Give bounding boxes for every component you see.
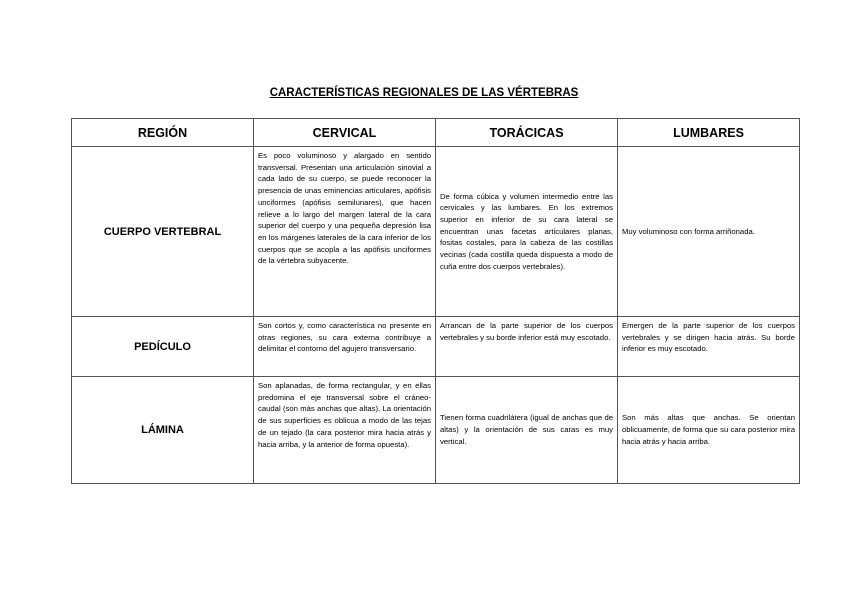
header-toracicas: TORÁCICAS [436,119,618,147]
lumbares-cell: Son más altas que anchas. Se orientan oblicuamente, de forma que su cara posterior mira hacia atrás y hacia arriba. [618,377,800,484]
lumbares-cell: Muy voluminoso con forma arriñonada. [618,147,800,317]
header-row [72,119,800,147]
table-row [72,317,800,377]
table-row [72,147,800,317]
region-cell: PEDÍCULO [72,317,254,377]
cervical-cell: Son aplanadas, de forma rectangular, y en ellas predomina el eje transversal sobre el cráneo-caudal (son más anchas que altas). La orientación de sus superficies es oblicua a modo de las tejas de un tejado (la cara posterior mira hacia atrás y hacia arriba, y la anterior de forma opuesta). [254,377,436,484]
region-cell: CUERPO VERTEBRAL [72,147,254,317]
header-cervical: CERVICAL [254,119,436,147]
page-title: CARACTERÍSTICAS REGIONALES DE LAS VÉRTEBRAS [269,87,579,99]
toracicas-cell: Tienen forma cuadrilátera (igual de anchas que de altas) y la orientación de sus caras es muy vertical. [436,377,618,484]
header-region: REGIÓN [72,119,254,147]
region-cell: LÁMINA [72,377,254,484]
cervical-cell: Es poco voluminoso y alargado en sentido transversal. Presentan una articulación sinovial a cada lado de su cuerpo, se puede reconocer la presencia de unas eminencias articulares, apófisis unciformes (apófisis semilunares), que hacen relieve a lo largo del margen lateral de la cara superior del cuerpo y una pequeña depresión lisa en los márgenes laterales de la cara inferior de los cuerpos que se acopla a las apófisis unciformes de la vértebra subyacente. [254,147,436,317]
header-lumbares: LUMBARES [618,119,800,147]
table-row [72,377,800,484]
cervical-cell: Son cortos y, como característica no presente en otras regiones, su cara externa contribuye a delimitar el contorno del agujero transversario. [254,317,436,377]
lumbares-cell: Emergen de la parte superior de los cuerpos vertebrales y se dirigen hacia atrás. Su borde inferior es muy escotado. [618,317,800,377]
toracicas-cell: Arrancan de la parte superior de los cuerpos vertebrales y su borde inferior está muy escotado. [436,317,618,377]
toracicas-cell: De forma cúbica y volumen intermedio entre las cervicales y las lumbares. En los extremos superior en inferior de su cara lateral se encuentran unas facetas articulares planas, fositas costales, para la cabeza de las costillas vecinas (cada costilla queda dispuesta a modo de cuña entre dos cuerpos vertebrales). [436,147,618,317]
vertebrae-table [71,118,800,484]
